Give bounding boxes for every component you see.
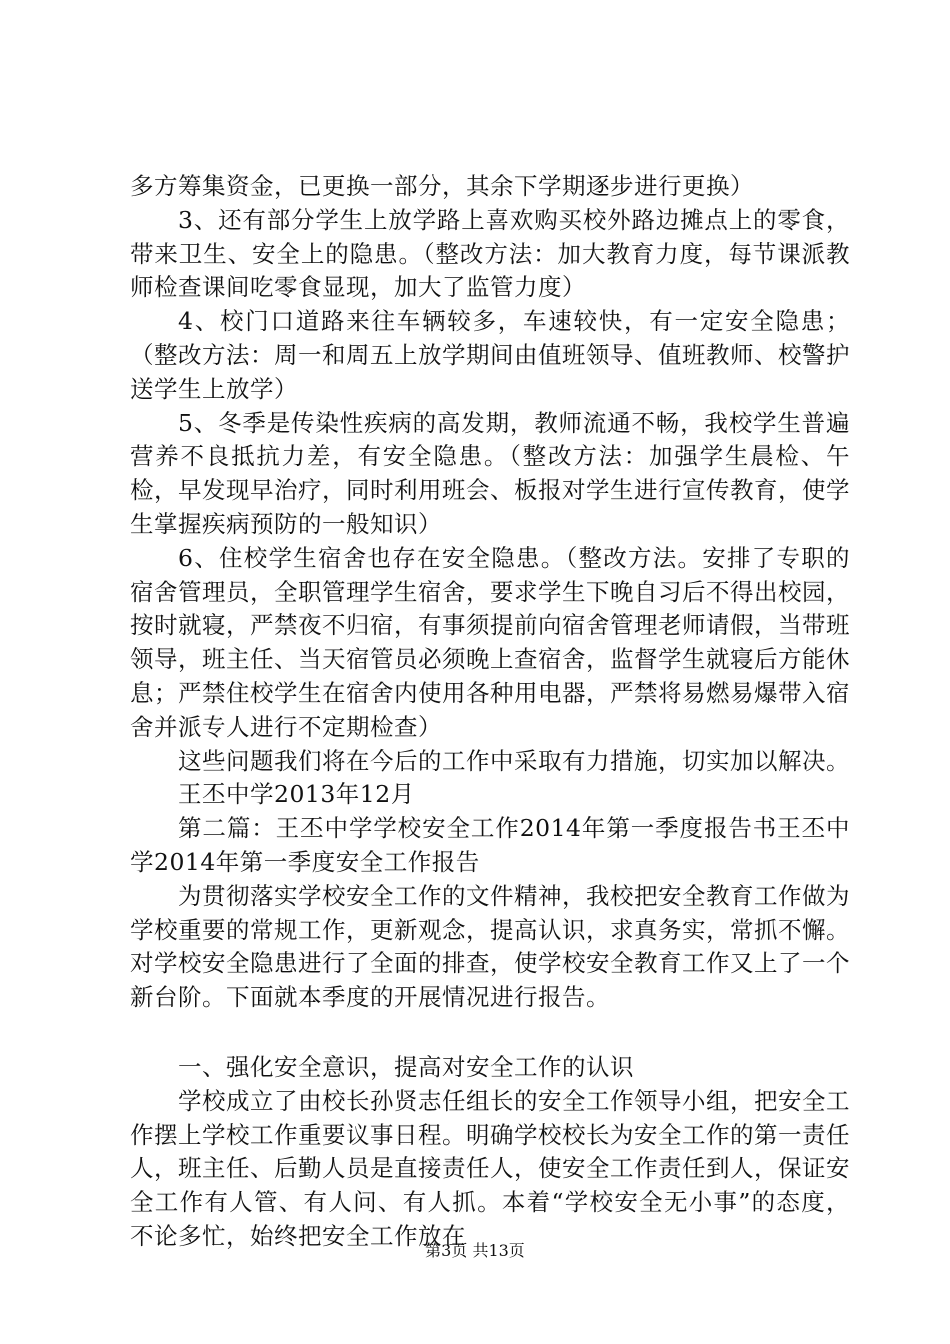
heading-section-one: 一、强化安全意识，提高对安全工作的认识 bbox=[178, 1052, 634, 1081]
paragraph-leadership-group: 学校成立了由校长孙贤志任组长的安全工作领导小组，把安全工作摆上学校工作重要议事日程。明确学校校长为安全工作的第一责任人，班主任、后勤人员是直接责任人，使安全工作责任到人，保证安全工作有人管、有人问、有人抓。本着“学校安全无小事”的态度，不论多忙，始终把安全工作放在 bbox=[130, 1086, 850, 1250]
paragraph-signature-date: 王丕中学2013年12月 bbox=[178, 780, 415, 809]
paragraph-item-4-traffic: 4、校门口道路来往车辆较多，车速较快，有一定安全隐患；（整改方法：周一和周五上放学期间由值班领导、值班教师、校警护送学生上放学） bbox=[130, 307, 850, 403]
paragraph-conclusion: 这些问题我们将在今后的工作中采取有力措施，切实加以解决。 bbox=[178, 746, 850, 775]
paragraph-gap bbox=[130, 1015, 850, 1051]
paragraph-intro: 为贯彻落实学校安全工作的文件精神，我校把安全教育工作做为学校重要的常规工作，更新观念，提高认识，求真务实，常抓不懈。对学校安全隐患进行了全面的排查，使学校安全教育工作又上了一个新台阶。下面就本季度的开展情况进行报告。 bbox=[130, 881, 850, 1012]
paragraph-section-two-title: 第二篇：王丕中学学校安全工作2014年第一季度报告书王丕中学2014年第一季度安全工作报告 bbox=[130, 814, 850, 876]
page-footer: 第3页 共13页 bbox=[425, 1241, 525, 1260]
paragraph-item-3-snacks: 3、还有部分学生上放学路上喜欢购买校外路边摊点上的零食，带来卫生、安全上的隐患。（整改方法：加大教育力度，每节课派教师检查课间吃零食显现，加大了监管力度） bbox=[130, 205, 850, 302]
paragraph-item-6-dormitory: 6、住校学生宿舍也存在安全隐患。（整改方法。安排了专职的宿舍管理员，全职管理学生宿舍，要求学生下晚自习后不得出校园，按时就寝，严禁夜不归宿，有事须提前向宿舍管理老师请假，当带班领导，班主任、当天宿管员必须晚上查宿舍，监督学生就寝后方能休息；严禁住校学生在宿舍内使用各种用电器，严禁将易燃易爆带入宿舍并派专人进行不定期检查） bbox=[130, 543, 850, 741]
document-body bbox=[130, 170, 850, 1254]
paragraph-funding: 多方筹集资金，已更换一部分，其余下学期逐步进行更换） bbox=[130, 172, 754, 200]
paragraph-item-5-disease: 5、冬季是传染性疾病的高发期，教师流通不畅，我校学生普遍营养不良抵抗力差，有安全隐患。（整改方法：加强学生晨检、午检，早发现早治疗，同时利用班会、板报对学生进行宣传教育，使学生掌握疾病预防的一般知识） bbox=[130, 408, 850, 538]
